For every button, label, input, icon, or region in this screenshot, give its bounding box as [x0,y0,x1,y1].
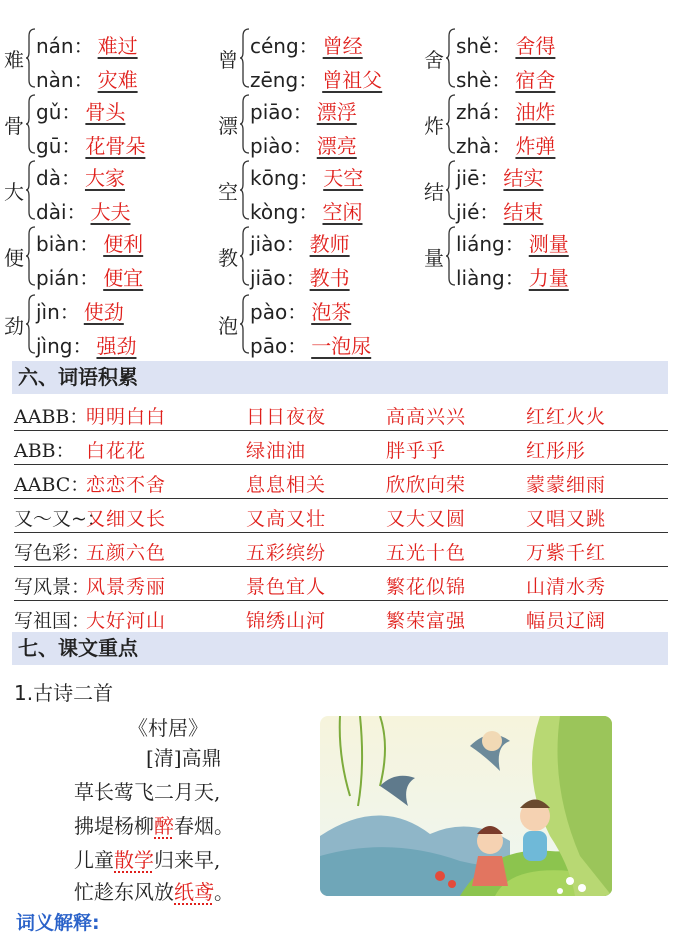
polyphone-reading: liàng： 力量 [456,266,569,290]
polyphone-char: 舍 [424,48,444,72]
polyphone-char: 炸 [424,114,444,138]
brace-icon [26,294,36,354]
poem-line-3: 儿童散学归来早, [74,848,221,872]
polyphone-reading: pāo： 一泡尿 [250,334,372,358]
polyphone-reading: dài： 大夫 [36,200,131,224]
polyphone-entry [4,90,234,156]
polyphone-reading: kōng： 天空 [250,166,364,190]
vocabulary-word: 日日夜夜 [246,406,327,428]
vocabulary-word: 五彩缤纷 [246,542,327,564]
polyphone-reading: shè： 宿舍 [456,68,556,92]
polyphone-entry [4,24,234,90]
polyphone-char: 大 [4,180,24,204]
vocabulary-word: 明明白白 [86,406,167,428]
brace-icon [446,94,456,154]
vocabulary-word: 幅员辽阔 [526,610,607,632]
polyphone-char: 漂 [218,114,238,138]
poem-author: [清]高鼎 [146,746,222,770]
polyphone-reading: zhá： 油炸 [456,100,556,124]
polyphone-reading: jiē： 结实 [456,166,544,190]
polyphone-reading: nàn： 灾难 [36,68,138,92]
polyphone-char: 便 [4,246,24,270]
vocabulary-word: 欣欣向荣 [386,474,467,496]
vocabulary-word: 山清水秀 [526,576,607,598]
polyphone-reading: piāo： 漂浮 [250,100,357,124]
poem-illustration [320,716,612,896]
vocabulary-word: 锦绣山河 [246,610,327,632]
lesson-title: 1.古诗二首 [14,681,114,705]
vocabulary-word: 白花花 [86,440,147,462]
brace-icon [240,226,250,286]
brace-icon [240,160,250,220]
brace-icon [446,28,456,88]
polyphone-reading: jìn： 使劲 [36,300,124,324]
polyphone-reading: jiào： 教师 [250,232,350,256]
polyphone-entry [218,24,448,90]
vocabulary-word: 红彤彤 [526,440,587,462]
polyphone-entry [424,222,654,288]
vocabulary-word: 高高兴兴 [386,406,467,428]
vocabulary-word: 大好河山 [86,610,167,632]
vocabulary-word: 繁荣富强 [386,610,467,632]
brace-icon [240,94,250,154]
brace-icon [240,294,250,354]
section-heading-key-points: 七、课文重点 [12,632,668,665]
polyphone-char: 泡 [218,314,238,338]
polyphone-entry [218,90,448,156]
polyphone-entry [218,222,448,288]
vocabulary-label: 又～又~： [14,508,106,530]
vocabulary-row [14,498,668,533]
polyphone-reading: dà： 大家 [36,166,125,190]
vocabulary-word: 五光十色 [386,542,467,564]
brace-icon [446,160,456,220]
polyphone-char: 劲 [4,314,24,338]
polyphone-reading: pián： 便宜 [36,266,144,290]
polyphone-reading: pào： 泡茶 [250,300,352,324]
vocabulary-row [14,566,668,601]
polyphone-reading: zhà： 炸弹 [456,134,556,158]
poem-line-4: 忙趁东风放纸鸢。 [74,880,234,904]
vocabulary-word: 繁花似锦 [386,576,467,598]
vocabulary-explanation-heading: 词义解释: [16,912,100,934]
polyphone-reading: nán： 难过 [36,34,138,58]
vocabulary-word: 又大又圆 [386,508,467,530]
vocabulary-row [14,396,668,431]
polyphone-char: 量 [424,246,444,270]
vocabulary-row [14,532,668,567]
polyphone-reading: piào： 漂亮 [250,134,357,158]
vocabulary-word: 又细又长 [86,508,167,530]
vocabulary-row [14,430,668,465]
polyphone-entry [218,156,448,222]
polyphone-reading: liáng： 测量 [456,232,569,256]
polyphone-entry [424,156,654,222]
polyphone-entry [4,290,234,356]
polyphone-char: 空 [218,180,238,204]
vocabulary-word: 息息相关 [246,474,327,496]
polyphone-reading: kòng： 空闲 [250,200,363,224]
section-heading-vocabulary: 六、词语积累 [12,361,668,394]
polyphone-char: 骨 [4,114,24,138]
vocabulary-word: 蒙蒙细雨 [526,474,607,496]
polyphone-reading: zēng： 曾祖父 [250,68,383,92]
polyphone-reading: gǔ： 骨头 [36,100,126,124]
polyphone-reading: jìng： 强劲 [36,334,137,358]
vocabulary-label: 写风景： [14,576,91,598]
brace-icon [26,28,36,88]
polyphone-reading: céng： 曾经 [250,34,363,58]
vocabulary-word: 万紫千红 [526,542,607,564]
polyphone-reading: gū： 花骨朵 [36,134,146,158]
vocabulary-word: 景色宜人 [246,576,327,598]
polyphone-entry [4,222,234,288]
polyphone-char: 结 [424,180,444,204]
polyphone-char: 教 [218,246,238,270]
vocabulary-label: 写色彩： [14,542,91,564]
polyphone-char: 难 [4,48,24,72]
polyphone-reading: jié： 结束 [456,200,544,224]
brace-icon [26,94,36,154]
vocabulary-word: 胖乎乎 [386,440,447,462]
poem-line-1: 草长莺飞二月天, [74,780,221,804]
polyphone-entry [424,24,654,90]
vocabulary-word: 绿油油 [246,440,307,462]
vocabulary-word: 恋恋不舍 [86,474,167,496]
brace-icon [26,160,36,220]
vocabulary-label: AABB： [14,406,89,428]
vocabulary-word: 又唱又跳 [526,508,607,530]
poem-title: 《村居》 [128,716,208,740]
polyphone-reading: biàn： 便利 [36,232,144,256]
vocabulary-word: 红红火火 [526,406,607,428]
vocabulary-word: 五颜六色 [86,542,167,564]
vocabulary-label: AABC： [14,474,90,496]
polyphone-entry [424,90,654,156]
brace-icon [26,226,36,286]
brace-icon [446,226,456,286]
polyphone-reading: jiāo： 教书 [250,266,350,290]
vocabulary-label: 写祖国： [14,610,91,632]
vocabulary-word: 风景秀丽 [86,576,167,598]
vocabulary-label: ABB： [14,440,75,462]
polyphone-char: 曾 [218,48,238,72]
polyphone-entry [218,290,448,356]
poem-line-2: 拂堤杨柳醉春烟。 [74,814,234,838]
vocabulary-row [14,600,668,635]
polyphone-entry [4,156,234,222]
vocabulary-word: 又高又壮 [246,508,327,530]
vocabulary-row [14,464,668,499]
polyphone-reading: shě： 舍得 [456,34,556,58]
brace-icon [240,28,250,88]
